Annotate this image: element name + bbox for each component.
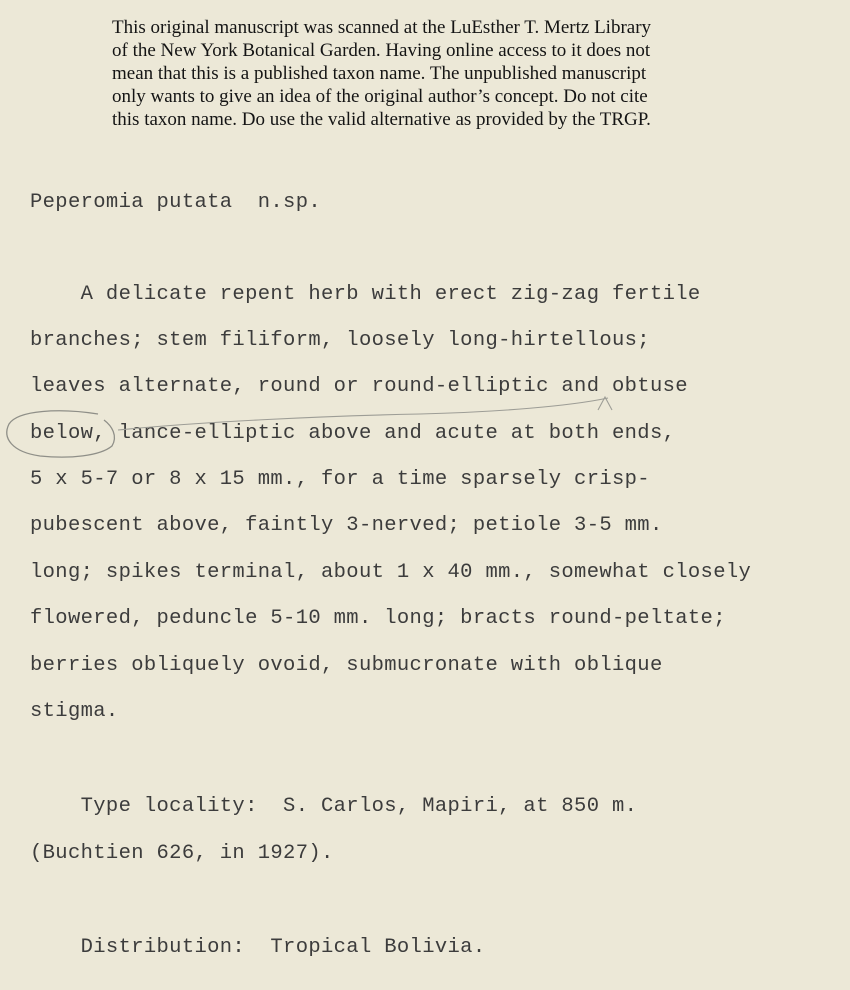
type-locality-line: (Buchtien 626, in 1927).	[30, 842, 334, 865]
notice-line: This original manuscript was scanned at the LuEsther T. Mertz Library	[112, 17, 652, 38]
description-line: flowered, peduncle 5-10 mm. long; bracts round-peltate;	[30, 607, 726, 630]
type-locality-line: Type locality: S. Carlos, Mapiri, at 850 m.	[30, 795, 638, 818]
notice-line: this taxon name. Do use the valid alternative as provided by the TRGP.	[112, 109, 651, 130]
distribution-line: Distribution: Tropical Bolivia.	[30, 936, 486, 959]
library-notice	[112, 16, 752, 131]
description-line: branches; stem filiform, loosely long-hirtellous;	[30, 329, 650, 352]
description-line: pubescent above, faintly 3-nerved; petiole 3-5 mm.	[30, 514, 663, 537]
description-line: A delicate repent herb with erect zig-zag fertile	[30, 283, 701, 306]
description-line: long; spikes terminal, about 1 x 40 mm., somewhat closely	[30, 561, 752, 584]
description-line: berries obliquely ovoid, submucronate with oblique	[30, 654, 663, 677]
description-line: leaves alternate, round or round-elliptic and obtuse	[30, 375, 688, 398]
notice-line: of the New York Botanical Garden. Having online access to it does not	[112, 40, 651, 61]
description-line: 5 x 5-7 or 8 x 15 mm., for a time sparsely crisp-	[30, 468, 650, 491]
notice-line: only wants to give an idea of the original author’s concept. Do not cite	[112, 86, 648, 107]
species-title: Peperomia putata n.sp.	[30, 191, 321, 214]
description-line: stigma.	[30, 700, 119, 723]
description-line: below, lance-elliptic above and acute at both ends,	[30, 422, 676, 445]
notice-line: mean that this is a published taxon name. The unpublished manuscript	[112, 63, 647, 84]
